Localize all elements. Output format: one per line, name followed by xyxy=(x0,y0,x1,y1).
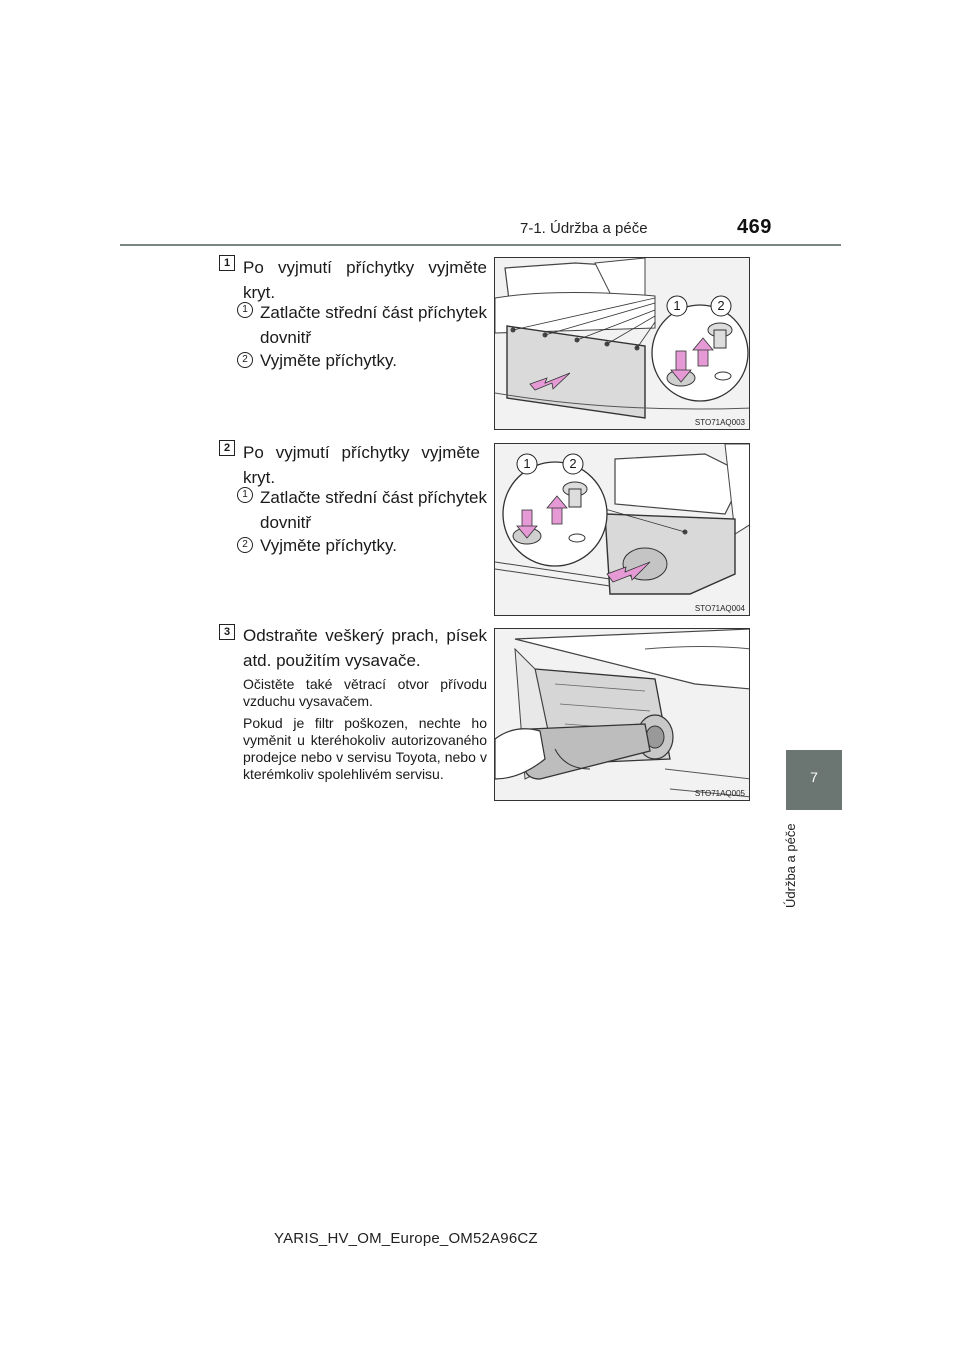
cover-removal-illustration-1 xyxy=(495,258,750,430)
figure-step-3 xyxy=(494,628,750,801)
page-number: 469 xyxy=(737,216,772,238)
chapter-label: Údržba a péče xyxy=(783,823,798,908)
substep-2-1-text: Zatlačte střední část příchytek dovnitř xyxy=(260,488,487,532)
substep-1-1-text: Zatlačte střední část příchytek dovnitř xyxy=(260,303,487,347)
substep-2-2-text: Vyjměte příchytky. xyxy=(260,536,397,555)
vacuum-cleaning-illustration xyxy=(495,629,750,801)
step-number-1: 1 xyxy=(219,255,235,271)
figure-step-2 xyxy=(494,443,750,616)
chapter-tab[interactable] xyxy=(786,750,842,810)
step-3-text: Odstraňte veškerý prach, písek atd. použitím vysavače. xyxy=(243,626,487,670)
substep-1-2-text: Vyjměte příchytky. xyxy=(260,351,397,370)
callout-1: 1 xyxy=(673,298,681,313)
substep-2-2-marker: 2 xyxy=(237,537,253,553)
substep-1-1-marker: 1 xyxy=(237,302,253,318)
document-footer: YARIS_HV_OM_Europe_OM52A96CZ xyxy=(274,1230,538,1247)
callout-1: 1 xyxy=(523,456,531,471)
step-3-note-2: Pokud je filtr poškozen, nechte ho vyměnit u kteréhokoliv autorizovaného prodejce nebo v servisu Toyota, nebo v kterémkoliv spolehlivém servisu. xyxy=(243,715,487,782)
callout-2: 2 xyxy=(569,456,577,471)
callout-2: 2 xyxy=(717,298,725,313)
step-number-3: 3 xyxy=(219,624,235,640)
step-3-note-1: Očistěte také větrací otvor přívodu vzduchu vysavačem. xyxy=(243,676,487,709)
figure-code: STO71AQ005 xyxy=(694,789,745,798)
figure-code: STO71AQ003 xyxy=(694,418,745,427)
section-title: 7-1. Údržba a péče xyxy=(520,220,648,237)
header-divider xyxy=(120,244,841,246)
figure-code: STO71AQ004 xyxy=(694,604,745,613)
step-1-text: Po vyjmutí příchytky vyjměte kryt. xyxy=(243,258,487,302)
substep-1-2-marker: 2 xyxy=(237,352,253,368)
substep-2-1-marker: 1 xyxy=(237,487,253,503)
step-2-text: Po vyjmutí příchytky vyjměte kryt. xyxy=(243,443,480,487)
chapter-number: 7 xyxy=(810,769,818,785)
figure-step-1 xyxy=(494,257,750,430)
step-number-2: 2 xyxy=(219,440,235,456)
